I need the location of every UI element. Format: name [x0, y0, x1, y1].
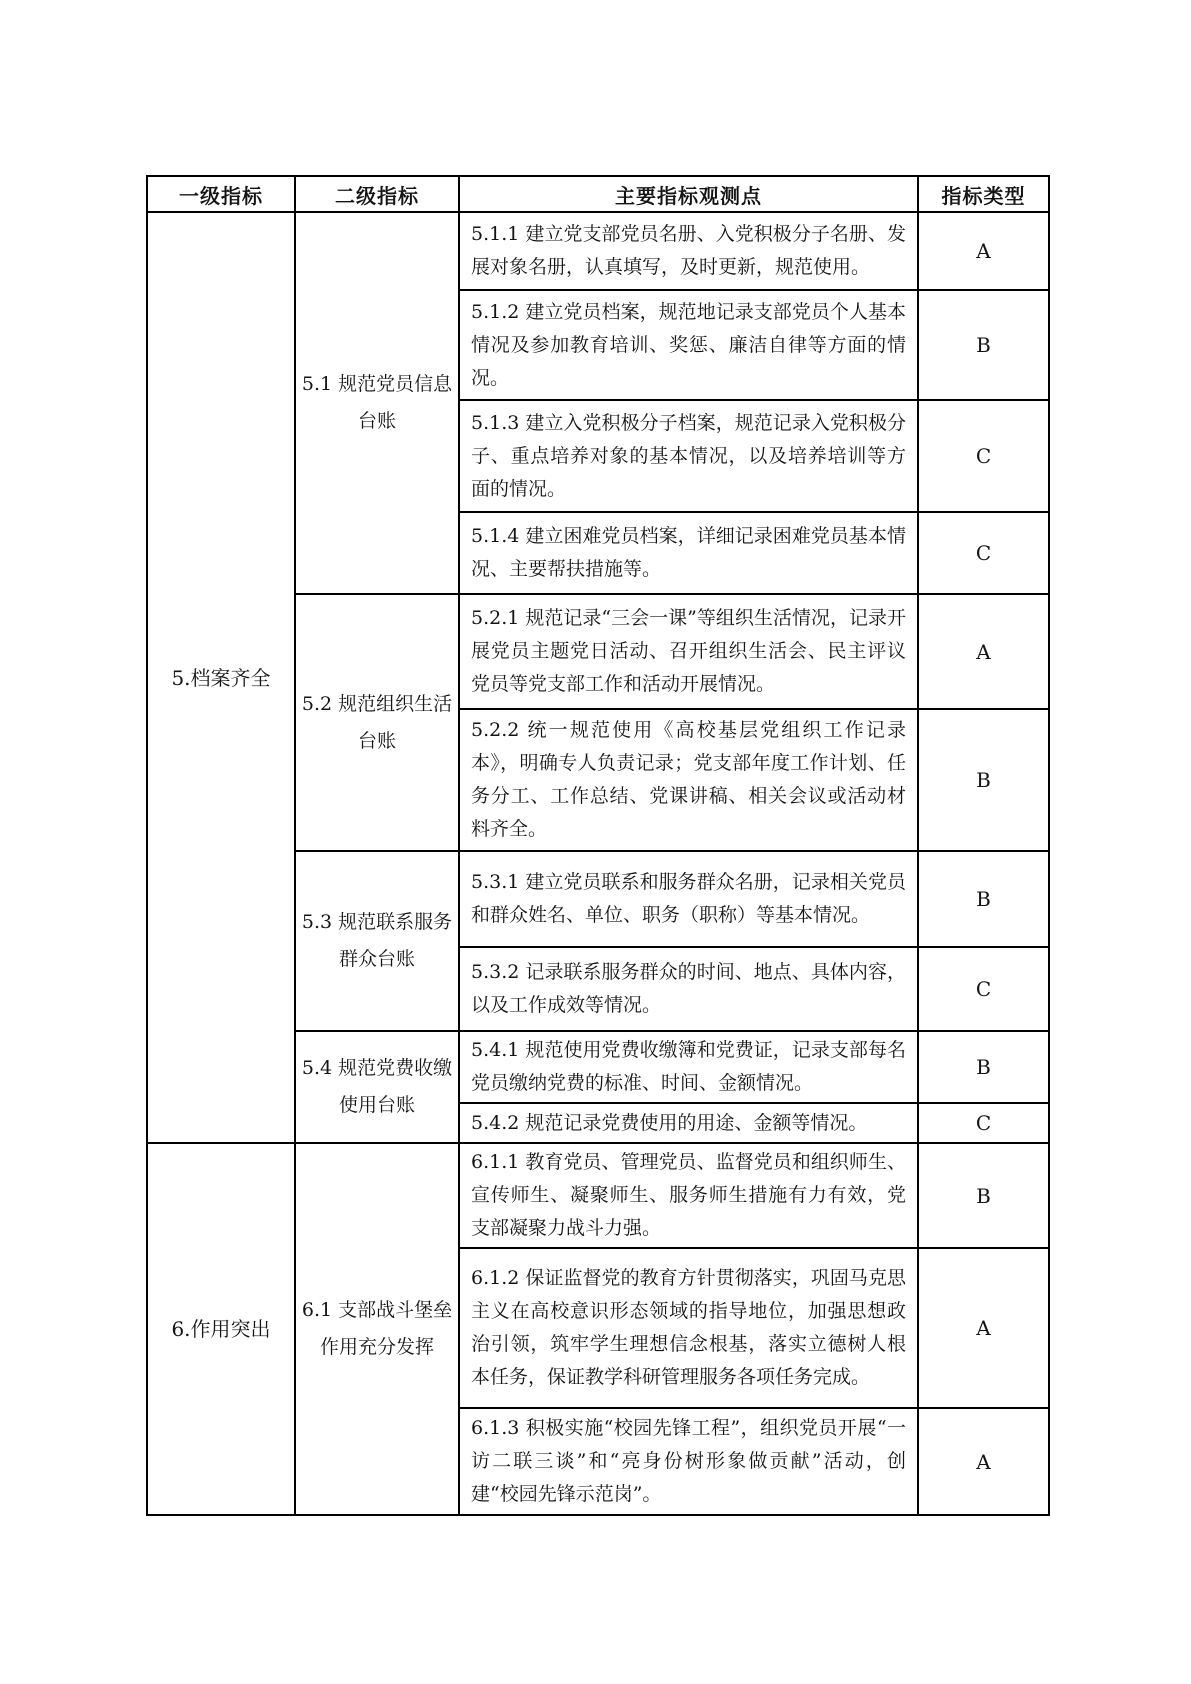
- indicator-type-cell: C: [918, 400, 1049, 512]
- observation-point-cell: 5.2.1 规范记录“三会一课”等组织生活情况，记录开展党员主题党日活动、召开组织生活会、民主评议党员等党支部工作和活动开展情况。: [459, 594, 918, 709]
- header-level1-indicator: 一级指标: [147, 176, 295, 212]
- indicator-type-cell: A: [918, 1408, 1049, 1515]
- level2-indicator-cell: 5.4 规范党费收缴使用台账: [295, 1031, 459, 1143]
- header-indicator-type: 指标类型: [918, 176, 1049, 212]
- indicator-type-cell: B: [918, 290, 1049, 400]
- observation-point-cell: 5.1.2 建立党员档案，规范地记录支部党员个人基本情况及参加教育培训、奖惩、廉洁自律等方面的情况。: [459, 290, 918, 400]
- indicator-type-cell: B: [918, 1031, 1049, 1103]
- observation-point-cell: 5.4.2 规范记录党费使用的用途、金额等情况。: [459, 1103, 918, 1143]
- indicator-type-cell: B: [918, 709, 1049, 851]
- table-row: [147, 212, 1049, 290]
- level1-indicator-cell: 6.作用突出: [147, 1143, 295, 1515]
- table-row: [147, 1143, 1049, 1248]
- indicator-type-cell: B: [918, 1143, 1049, 1248]
- indicator-table: [146, 175, 1050, 1516]
- indicator-table-body: [147, 212, 1049, 1515]
- indicator-type-cell: C: [918, 947, 1049, 1031]
- indicator-type-cell: C: [918, 512, 1049, 594]
- indicator-type-cell: A: [918, 1248, 1049, 1408]
- observation-point-cell: 5.3.2 记录联系服务群众的时间、地点、具体内容，以及工作成效等情况。: [459, 947, 918, 1031]
- observation-point-cell: 5.1.1 建立党支部党员名册、入党积极分子名册、发展对象名册，认真填写，及时更新，规范使用。: [459, 212, 918, 290]
- level2-indicator-cell: 5.1 规范党员信息台账: [295, 212, 459, 594]
- level2-indicator-cell: 5.2 规范组织生活台账: [295, 594, 459, 851]
- observation-point-cell: 5.2.2 统一规范使用《高校基层党组织工作记录本》，明确专人负责记录；党支部年度工作计划、任务分工、工作总结、党课讲稿、相关会议或活动材料齐全。: [459, 709, 918, 851]
- observation-point-cell: 5.1.3 建立入党积极分子档案，规范记录入党积极分子、重点培养对象的基本情况，以及培养培训等方面的情况。: [459, 400, 918, 512]
- header-row: [147, 176, 1049, 212]
- level2-indicator-cell: 6.1 支部战斗堡垒作用充分发挥: [295, 1143, 459, 1515]
- indicator-type-cell: A: [918, 212, 1049, 290]
- indicator-type-cell: B: [918, 851, 1049, 947]
- indicator-type-cell: C: [918, 1103, 1049, 1143]
- observation-point-cell: 6.1.1 教育党员、管理党员、监督党员和组织师生、宣传师生、凝聚师生、服务师生措施有力有效，党支部凝聚力战斗力强。: [459, 1143, 918, 1248]
- header-observation-point: 主要指标观测点: [459, 176, 918, 212]
- observation-point-cell: 5.4.1 规范使用党费收缴簿和党费证，记录支部每名党员缴纳党费的标准、时间、金额情况。: [459, 1031, 918, 1103]
- indicator-type-cell: A: [918, 594, 1049, 709]
- indicator-table-header: [147, 176, 1049, 212]
- header-level2-indicator: 二级指标: [295, 176, 459, 212]
- observation-point-cell: 6.1.2 保证监督党的教育方针贯彻落实，巩固马克思主义在高校意识形态领域的指导地位，加强思想政治引领，筑牢学生理想信念根基，落实立德树人根本任务，保证教学科研管理服务各项任务完成。: [459, 1248, 918, 1408]
- level1-indicator-cell: 5.档案齐全: [147, 212, 295, 1143]
- level2-indicator-cell: 5.3 规范联系服务群众台账: [295, 851, 459, 1031]
- observation-point-cell: 6.1.3 积极实施“校园先锋工程”，组织党员开展“一访二联三谈”和“亮身份树形象做贡献”活动，创建“校园先锋示范岗”。: [459, 1408, 918, 1515]
- observation-point-cell: 5.1.4 建立困难党员档案，详细记录困难党员基本情况、主要帮扶措施等。: [459, 512, 918, 594]
- observation-point-cell: 5.3.1 建立党员联系和服务群众名册，记录相关党员和群众姓名、单位、职务（职称）等基本情况。: [459, 851, 918, 947]
